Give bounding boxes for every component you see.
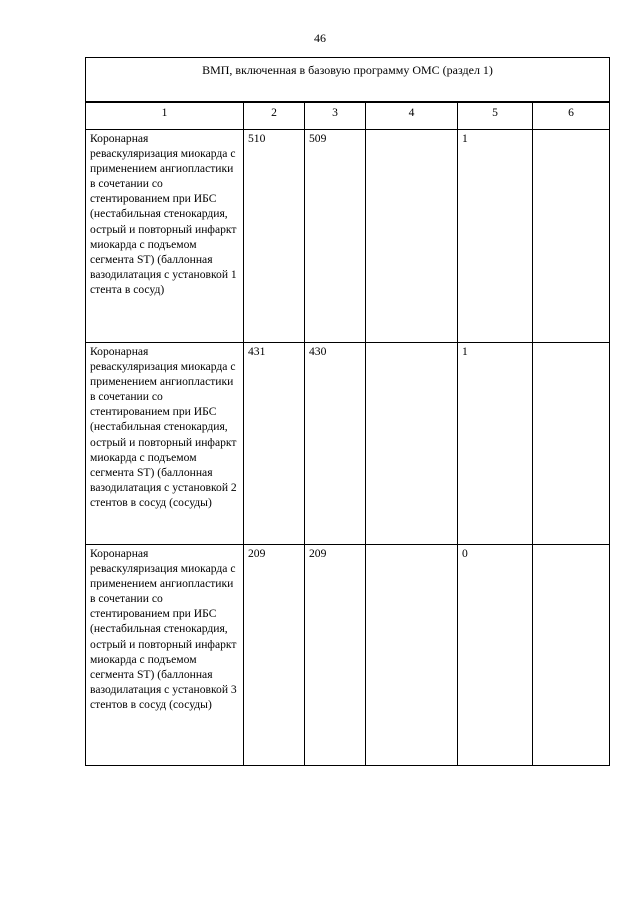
- table-cell: 510: [244, 130, 305, 343]
- table-cell: 209: [305, 545, 366, 766]
- procedure-name-cell: Коронарная реваскуляризация миокарда с применением ангиопластики в сочетании со стентированием при ИБС (нестабильная стенокардия, острый и повторный инфаркт миокарда с подъемом сегмента ST) (баллонная вазодилатация с установкой 2 стентов в сосуд (сосуды): [86, 343, 244, 545]
- page-number: 46: [314, 31, 326, 45]
- procedure-name-cell: Коронарная реваскуляризация миокарда с применением ангиопластики в сочетании со стентированием при ИБС (нестабильная стенокардия, острый и повторный инфаркт миокарда с подъемом сегмента ST) (баллонная вазодилатация с установкой 1 стента в сосуд): [86, 130, 244, 343]
- table-row: [86, 343, 610, 545]
- column-header: 3: [305, 102, 366, 130]
- table-cell: 0: [458, 545, 533, 766]
- table-cell: 431: [244, 343, 305, 545]
- table-cell: 209: [244, 545, 305, 766]
- table-cell: [366, 343, 458, 545]
- table-cell: 509: [305, 130, 366, 343]
- table-row: [86, 545, 610, 766]
- table-cell: [533, 130, 610, 343]
- table-header-row: [86, 102, 610, 130]
- column-header: 2: [244, 102, 305, 130]
- section-title: ВМП, включенная в базовую программу ОМС (раздел 1): [86, 58, 610, 103]
- table-cell: 430: [305, 343, 366, 545]
- table-cell: [366, 545, 458, 766]
- table-cell: [366, 130, 458, 343]
- procedure-name-cell: Коронарная реваскуляризация миокарда с применением ангиопластики в сочетании со стентированием при ИБС (нестабильная стенокардия, острый и повторный инфаркт миокарда с подъемом сегмента ST) (баллонная вазодилатация с установкой 3 стентов в сосуд (сосуды): [86, 545, 244, 766]
- table-cell: 1: [458, 343, 533, 545]
- table-cell: [533, 343, 610, 545]
- column-header: 5: [458, 102, 533, 130]
- table-row: [86, 130, 610, 343]
- column-header: 4: [366, 102, 458, 130]
- column-header: 6: [533, 102, 610, 130]
- data-table: [85, 57, 610, 766]
- column-header: 1: [86, 102, 244, 130]
- table-cell: 1: [458, 130, 533, 343]
- table-cell: [533, 545, 610, 766]
- table-section-row: [86, 58, 610, 103]
